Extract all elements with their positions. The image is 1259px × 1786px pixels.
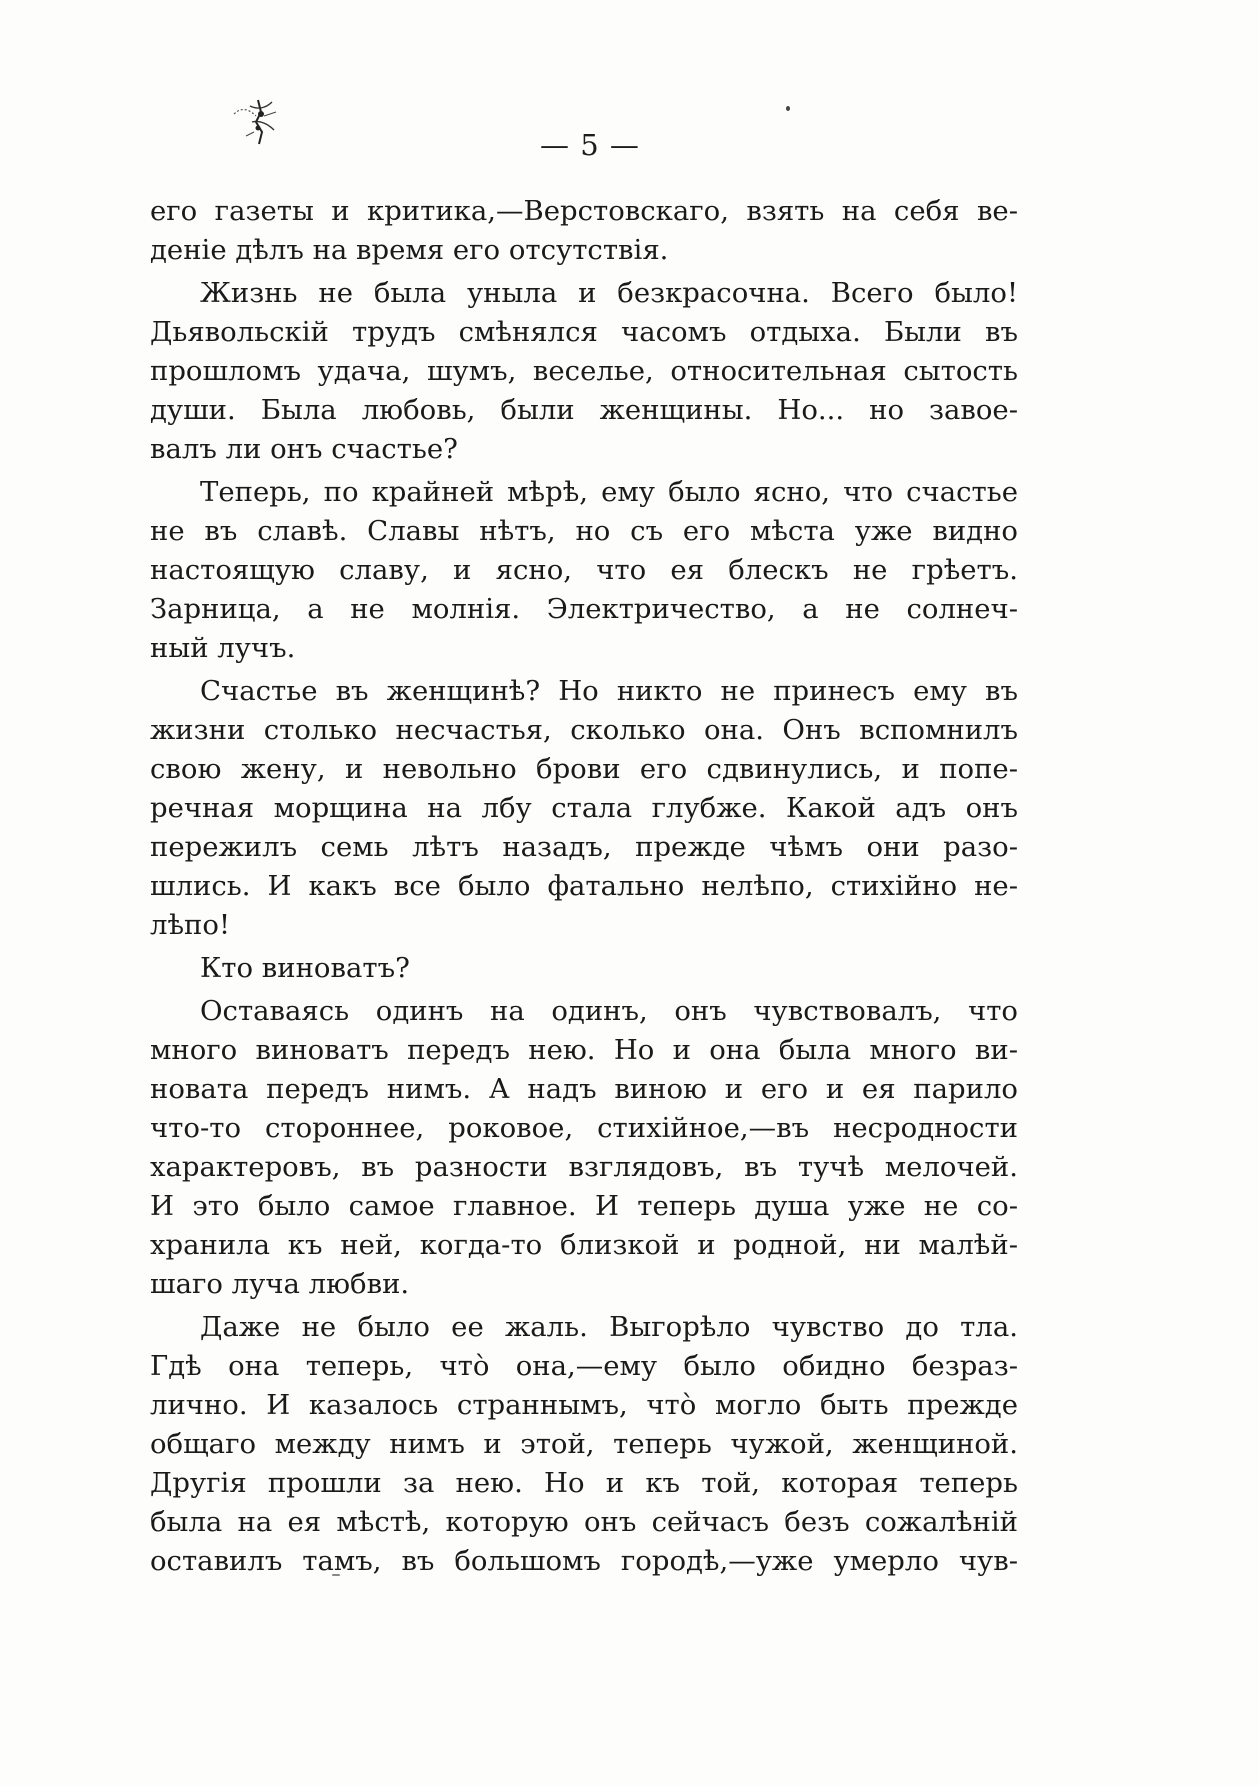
text-line: Теперь, по крайней мѣрѣ, ему было ясно, что счастье <box>200 476 1018 508</box>
text-line: общаго между нимъ и этой, теперь чужой, женщиной. <box>150 1428 1018 1460</box>
text-line: шаго луча любви. <box>150 1268 410 1300</box>
paragraph <box>150 1308 1018 1581</box>
paragraph <box>150 274 1018 469</box>
text-line: шлись. И какъ все было фатально нелѣпо, стихійно не- <box>150 870 1018 902</box>
paragraph <box>150 473 1018 668</box>
text-line: деніе дѣлъ на время его отсутствія. <box>150 234 669 266</box>
text-line: Гдѣ она теперь, что̀ она,—ему было обидно безраз- <box>150 1350 1018 1382</box>
text-line: Оставаясь одинъ на одинъ, онъ чувствовалъ, что <box>200 995 1018 1027</box>
text-line: прошломъ удача, шумъ, веселье, относительная сытость <box>150 355 1018 387</box>
paragraph <box>150 672 1018 945</box>
text-line: жизни столько несчастья, сколько она. Онъ вспомнилъ <box>150 714 1018 746</box>
text-line: Жизнь не была уныла и безкрасочна. Всего было! <box>200 277 1018 309</box>
text-line: что-то стороннее, роковое, стихійное,—въ несродности <box>150 1112 1018 1144</box>
paragraph <box>150 949 1018 988</box>
text-line: лично. И казалось страннымъ, что̀ могло быть прежде <box>150 1389 1018 1421</box>
text-line: много виноватъ передъ нею. Но и она была много ви- <box>150 1034 1018 1066</box>
text-line: Зарница, а не молнія. Электричество, а не солнеч- <box>150 593 1018 625</box>
text-line: Даже не было ее жаль. Выгорѣло чувство до тла. <box>200 1311 1018 1343</box>
text-line: Кто виноватъ? <box>200 952 410 984</box>
text-line: Другія прошли за нею. Но и къ той, которая теперь <box>150 1467 1018 1499</box>
text-line: его газеты и критика,—Верстовскаго, взять на себя ве- <box>150 195 1018 227</box>
text-line: новата передъ нимъ. А надъ виною и его и ея парило <box>150 1073 1018 1105</box>
paragraph <box>150 992 1018 1304</box>
text-line: была на ея мѣстѣ, которую онъ сейчасъ безъ сожалѣній <box>150 1506 1018 1538</box>
text-line: пережилъ семь лѣтъ назадъ, прежде чѣмъ они разо- <box>150 831 1018 863</box>
paragraph <box>150 192 1018 270</box>
print-speck <box>786 106 790 111</box>
body-text <box>150 192 1018 1585</box>
text-line: оставилъ тамъ, въ большомъ городѣ,—уже умерло чув- <box>150 1545 1018 1577</box>
text-line: свою жену, и невольно брови его сдвинулись, и попе- <box>150 753 1018 785</box>
text-line: ный лучъ. <box>150 632 296 664</box>
text-line: Счастье въ женщинѣ? Но никто не принесъ ему въ <box>200 675 1018 707</box>
text-line: хранила къ ней, когда-то близкой и родной, ни малѣй- <box>150 1229 1018 1261</box>
text-line: не въ славѣ. Славы нѣтъ, но съ его мѣста уже видно <box>150 515 1018 547</box>
text-line: И это было самое главное. И теперь душа уже не со- <box>150 1190 1018 1222</box>
text-line: лѣпо! <box>150 909 230 941</box>
text-line: речная морщина на лбу стала глубже. Какой адъ онъ <box>150 792 1018 824</box>
text-line: настоящую славу, и ясно, что ея блескъ не грѣетъ. <box>150 554 1018 586</box>
page-number: — 5 — <box>540 128 640 162</box>
text-line: Дьявольскій трудъ смѣнялся часомъ отдыха. Были въ <box>150 316 1018 348</box>
text-line: характеровъ, въ разности взглядовъ, въ тучѣ мелочей. <box>150 1151 1018 1183</box>
text-line: души. Была любовь, были женщины. Но... но завое- <box>150 394 1018 426</box>
text-line: валъ ли онъ счастье? <box>150 433 458 465</box>
